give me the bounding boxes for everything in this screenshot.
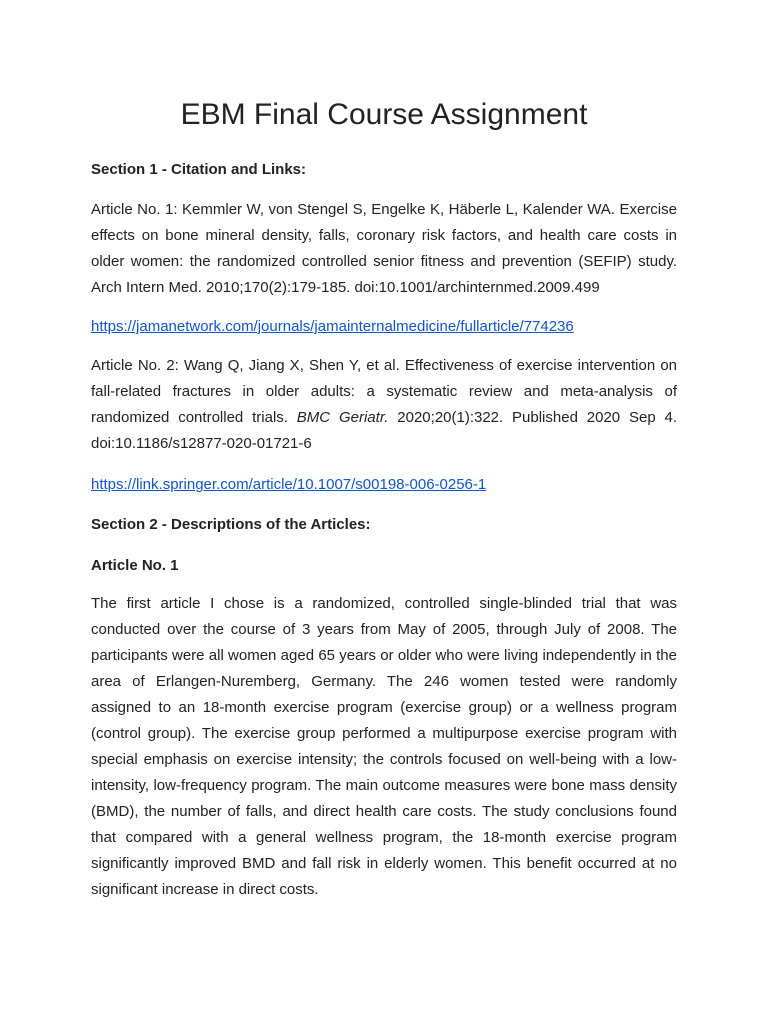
section-1-heading: Section 1 - Citation and Links: <box>91 161 307 178</box>
document-title: EBM Final Course Assignment <box>180 98 588 131</box>
section-2-heading: Section 2 - Descriptions of the Articles: <box>91 516 371 533</box>
article-1-citation: Article No. 1: Kemmler W, von Stengel S, Engelke K, Häberle L, Kalender WA. Exercise effects on bone mineral density, falls, coronary risk factors, and health care costs in older women: the randomized controlled senior fitness and prevention (SEFIP) study. Arch Intern Med. 2010;170(2):179-185. doi:10.1001/archinternmed.2009.499 <box>91 201 677 296</box>
article-1-heading: Article No. 1 <box>91 557 179 574</box>
article-2-link[interactable]: https://link.springer.com/article/10.1007/s00198-006-0256-1 <box>91 476 487 493</box>
article-1-description: The first article I chose is a randomized, controlled single-blinded trial that was conducted over the course of 3 years from May of 2005, through July of 2008. The participants were all women aged 65 years or older who were living independently in the area of Erlangen-Nuremberg, Germany. The 246 women tested were randomly assigned to an 18-month exercise program (exercise group) or a wellness program (control group). The exercise group performed a multipurpose exercise program with special emphasis on exercise intensity; the controls focused on well-being with a low-intensity, low-frequency program. The main outcome measures were bone mass density (BMD), the number of falls, and direct health care costs. The study conclusions found that compared with a general wellness program, the 18-month exercise program significantly improved BMD and fall risk in elderly women. This benefit occurred at no significant increase in direct costs. <box>91 595 677 898</box>
article-2-citation <box>91 353 677 457</box>
article-2-journal: BMC Geriatr. <box>296 409 389 426</box>
article-1-link[interactable]: https://jamanetwork.com/journals/jamainternalmedicine/fullarticle/774236 <box>91 318 574 335</box>
article-2-citation-text: Article No. 2: Wang Q, Jiang X, Shen Y, et al. Effectiveness of exercise intervention on fall-related fractures in older adults: a systematic review and meta-analysis of randomized controlled trials. <box>91 357 677 426</box>
article-2-citation-details: 2020;20(1):322. Published 2020 Sep 4. doi:10.1186/s12877-020-01721-6 <box>91 409 678 452</box>
